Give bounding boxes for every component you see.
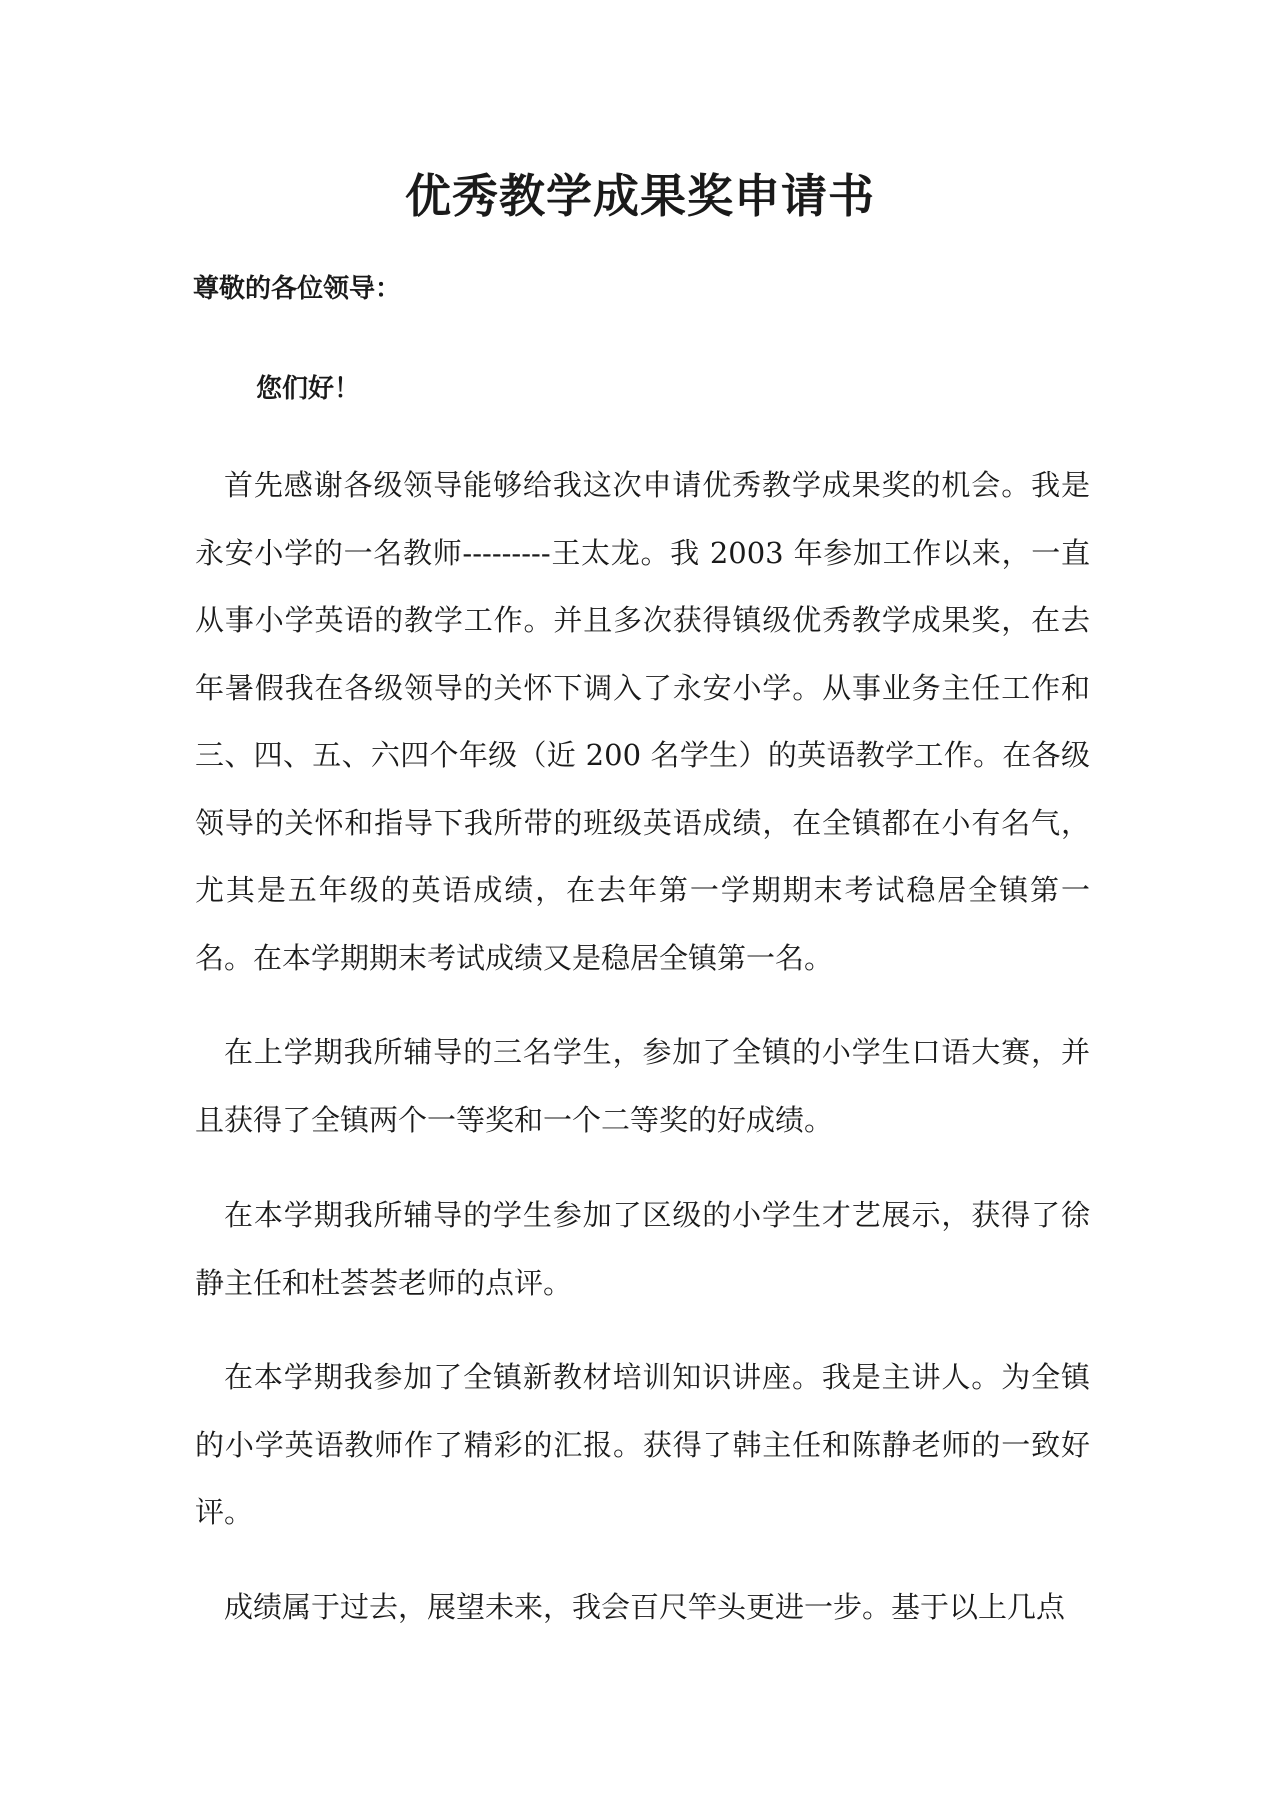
greeting: 您们好！	[256, 374, 361, 404]
paragraph-closing: 成绩属于过去，展望未来，我会百尺竿头更进一步。基于以上几点	[224, 1590, 1066, 1624]
paragraph-training-lecture: 在本学期我参加了全镇新教材培训知识讲座。我是主讲人。为全镇的小学英语教师作了精彩的汇报。获得了韩主任和陈静老师的一致好评。	[195, 1360, 1090, 1529]
paragraph-talent-show: 在本学期我所辅导的学生参加了区级的小学生才艺展示，获得了徐静主任和杜荟荟老师的点评。	[195, 1198, 1090, 1300]
paragraph-speaking-contest: 在上学期我所辅导的三名学生，参加了全镇的小学生口语大赛，并且获得了全镇两个一等奖和一个二等奖的好成绩。	[195, 1035, 1090, 1137]
salutation: 尊敬的各位领导：	[193, 274, 402, 304]
document-title: 优秀教学成果奖申请书	[405, 169, 875, 223]
paragraph-intro: 首先感谢各级领导能够给我这次申请优秀教学成果奖的机会。我是永安小学的一名教师---------王太龙。我 2003 年参加工作以来，一直从事小学英语的教学工作。并且多次获得镇级优秀教学成果奖，在去年暑假我在各级领导的关怀下调入了永安小学。从事业务主任工作和三、四、五、六四个年级（近 200 名学生）的英语教学工作。在各级领导的关怀和指导下我所带的班级英语成绩，在全镇都在小有名气，尤其是五年级的英语成绩，在去年第一学期期末考试稳居全镇第一名。在本学期期末考试成绩又是稳居全镇第一名。	[195, 468, 1090, 975]
